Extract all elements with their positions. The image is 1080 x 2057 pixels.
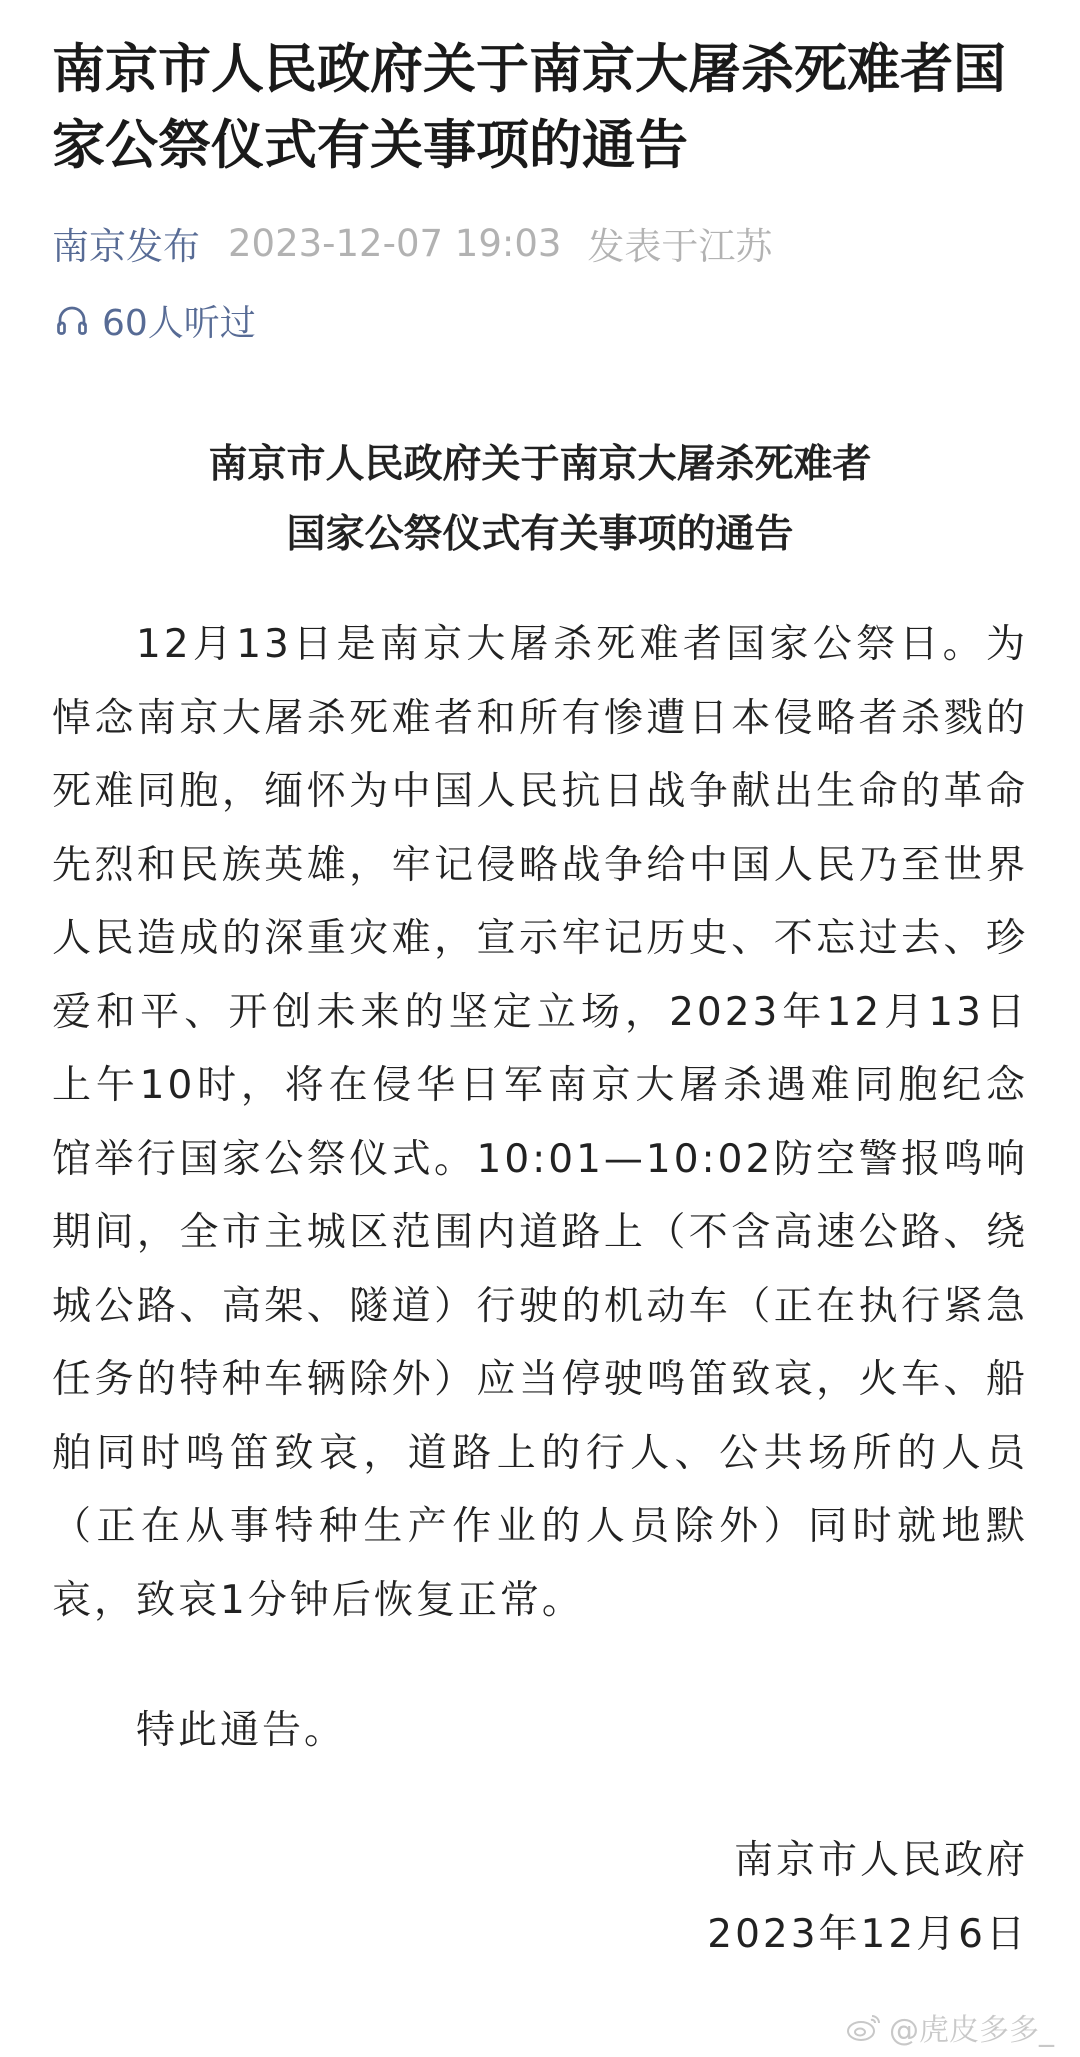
document-heading-line2: 国家公祭仪式有关事项的通告 — [286, 512, 794, 557]
document-closing: 特此通告。 — [136, 1708, 347, 1753]
document-heading-line1: 南京市人民政府关于南京大屠杀死难者 — [208, 442, 872, 487]
listen-button[interactable] — [54, 296, 256, 344]
listen-count: 60人听过 — [102, 302, 256, 344]
headphones-icon — [54, 302, 90, 338]
article-meta — [52, 218, 772, 268]
weibo-icon — [845, 2011, 883, 2043]
article-title: 南京市人民政府关于南京大屠杀死难者国家公祭仪式有关事项的通告 — [52, 39, 1006, 176]
source-account-link[interactable]: 南京发布 — [52, 225, 200, 268]
signature-date: 2023年12月6日 — [707, 1912, 1028, 1957]
watermark — [845, 2004, 1054, 2050]
publish-time: 2023-12-07 19:03 — [228, 221, 562, 265]
watermark-text: @虎皮多多_ — [889, 2013, 1054, 2048]
publish-location: 发表于江苏 — [587, 225, 773, 268]
document-body: 12月13日是南京大屠杀死难者国家公祭日。为悼念南京大屠杀死难者和所有惨遭日本侵略者杀戮的死难同胞，缅怀为中国人民抗日战争献出生命的革命先烈和民族英雄，牢记侵略战争给中国人民乃至世界人民造成的深重灾难，宣示牢记历史、不忘过去、珍爱和平、开创未来的坚定立场，2023年12月13日上午10时，将在侵华日军南京大屠杀遇难同胞纪念馆举行国家公祭仪式。10:01—10:02防空警报鸣响期间，全市主城区范围内道路上（不含高速公路、绕城公路、高架、隧道）行驶的机动车（正在执行紧急任务的特种车辆除外）应当停驶鸣笛致哀，火车、船舶同时鸣笛致哀，道路上的行人、公共场所的人员（正在从事特种生产作业的人员除外）同时就地默哀，致哀1分钟后恢复正常。 — [52, 622, 1028, 1623]
signature-organization: 南京市人民政府 — [733, 1838, 1028, 1883]
